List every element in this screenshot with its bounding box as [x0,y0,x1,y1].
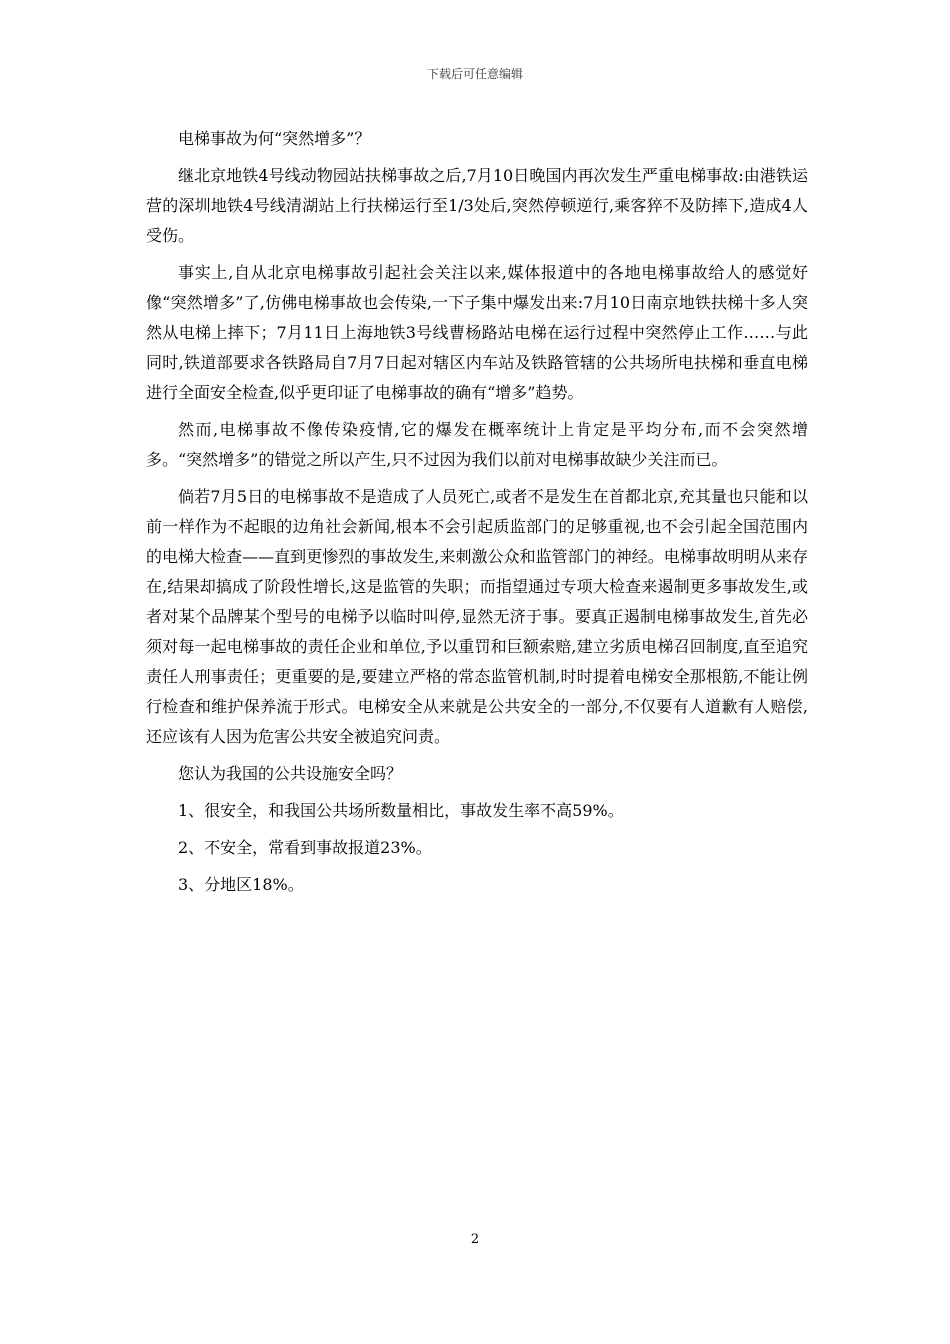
document-body [146,124,808,907]
page-number: 2 [470,1232,480,1247]
article-paragraph-2: 事实上,自从北京电梯事故引起社会关注以来,媒体报道中的各地电梯事故给人的感觉好像“突然增多”了,仿佛电梯事故也会传染,一下子集中爆发出来:7月10日南京地铁扶梯十多人突然从电梯上摔下；7月11日上海地铁3号线曹杨路站电梯在运行过程中突然停止工作……与此同时,铁道部要求各铁路局自7月7日起对辖区内车站及铁路管辖的公共场所电扶梯和垂直电梯进行全面安全检查,似乎更印证了电梯事故的确有“增多”趋势。 [146,263,808,402]
article-paragraph-4: 倘若7月5日的电梯事故不是造成了人员死亡,或者不是发生在首都北京,充其量也只能和以前一样作为不起眼的边角社会新闻,根本不会引起质监部门的足够重视,也不会引起全国范围内的电梯大检查——直到更惨烈的事故发生,来刺激公众和监管部门的神经。电梯事故明明从来存在,结果却搞成了阶段性增长,这是监管的失职；而指望通过专项大检查来遏制更多事故发生,或者对某个品牌某个型号的电梯予以临时叫停,显然无济于事。要真正遏制电梯事故发生,首先必须对每一起电梯事故的责任企业和单位,予以重罚和巨额索赔,建立劣质电梯召回制度,直至追究责任人刑事责任；更重要的是,要建立严格的常态监管机制,时时提着电梯安全那根筋,不能让例行检查和维护保养流于形式。电梯安全从来就是公共安全的一部分,不仅要有人道歉有人赔偿,还应该有人因为危害公共安全被追究问责。 [146,487,808,746]
page-header-note: 下载后可任意编辑 [426,67,523,81]
article-paragraph-3: 然而,电梯事故不像传染疫情,它的爆发在概率统计上肯定是平均分布,而不会突然增多。“突然增多”的错觉之所以产生,只不过因为我们以前对电梯事故缺少关注而已。 [146,420,808,469]
article-paragraph-1: 继北京地铁4号线动物园站扶梯事故之后,7月10日晚国内再次发生严重电梯事故:由港铁运营的深圳地铁4号线清湖站上行扶梯运行至1/3处后,突然停顿逆行,乘客猝不及防摔下,造成4人受伤。 [146,166,808,245]
poll-option-3: 3、分地区18%。 [178,875,304,894]
poll-question: 您认为我国的公共设施安全吗？ [178,764,403,783]
poll-option-2: 2、不安全，常看到事故报道23%。 [178,838,432,857]
article-title: 电梯事故为何“突然增多”？ [178,129,371,148]
poll-option-1: 1、很安全，和我国公共场所数量相比，事故发生率不高59%。 [178,801,624,820]
